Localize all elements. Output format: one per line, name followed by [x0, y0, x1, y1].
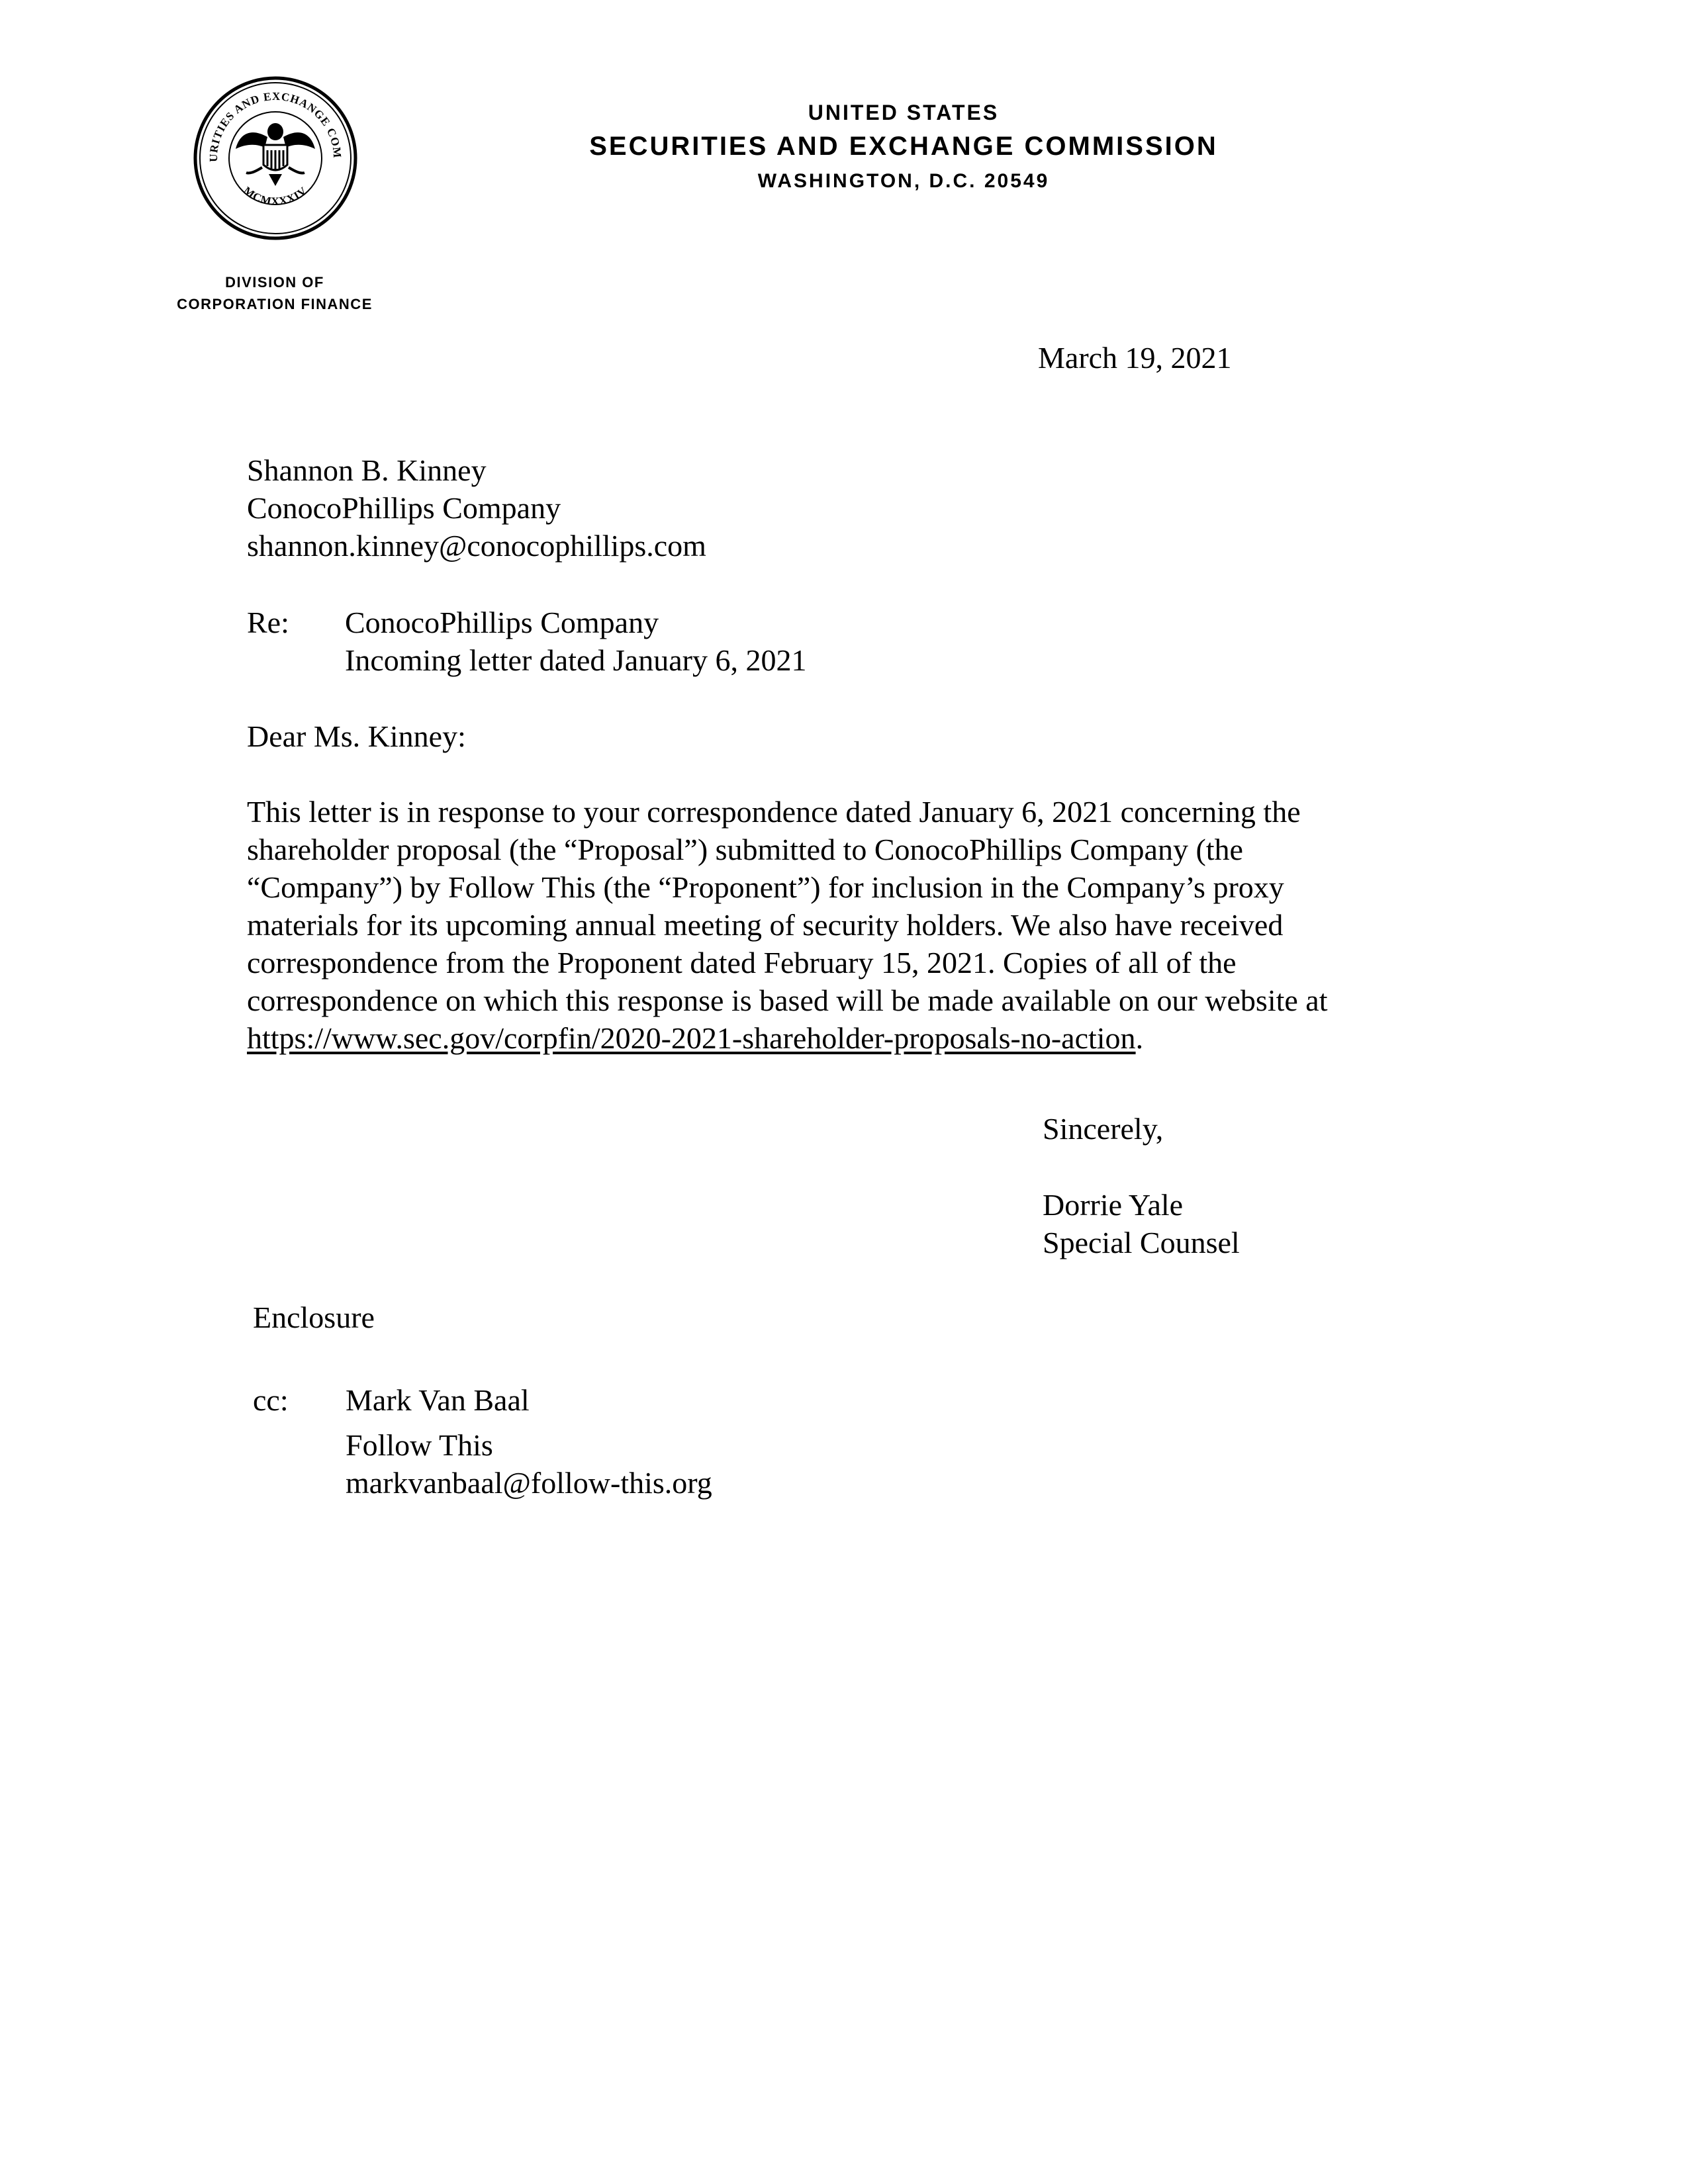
letter-date: March 19, 2021	[1038, 341, 1232, 375]
salutation: Dear Ms. Kinney:	[247, 719, 466, 753]
link-suffix: .	[1135, 1021, 1144, 1055]
signature-block	[1043, 1186, 1240, 1261]
cc-name: Mark Van Baal	[346, 1383, 530, 1417]
letterhead-agency: SECURITIES AND EXCHANGE COMMISSION	[589, 132, 1218, 161]
division-line2: CORPORATION FINANCE	[177, 296, 373, 312]
letterhead-country: UNITED STATES	[808, 101, 1000, 124]
letterhead	[530, 98, 1278, 197]
body-paragraph	[247, 793, 1438, 1057]
cc-email: markvanbaal@follow-this.org	[346, 1466, 712, 1500]
recipient-name: Shannon B. Kinney	[247, 453, 487, 487]
website-link[interactable]: https://www.sec.gov/corpfin/2020-2021-shareholder-proposals-no-action	[247, 1021, 1136, 1055]
body-line: correspondence on which this response is based will be made available on our website at	[247, 983, 1328, 1017]
recipient-address	[247, 451, 706, 565]
subject-lines	[345, 604, 806, 679]
recipient-company: ConocoPhillips Company	[247, 491, 561, 525]
body-line-link	[247, 1019, 1438, 1057]
body-line: materials for its upcoming annual meeting of security holders. We also have received	[247, 908, 1284, 942]
recipient-email: shannon.kinney@conocophillips.com	[247, 529, 706, 563]
division-line1: DIVISION OF	[225, 274, 324, 291]
closing: Sincerely,	[1043, 1112, 1164, 1146]
signer-title: Special Counsel	[1043, 1226, 1240, 1259]
cc-lines	[346, 1381, 712, 1502]
enclosure-note: Enclosure	[253, 1300, 375, 1334]
division-label	[152, 271, 397, 315]
body-line: correspondence from the Proponent dated February 15, 2021. Copies of all of the	[247, 946, 1237, 979]
subject-label: Re:	[247, 606, 289, 639]
subject-company: ConocoPhillips Company	[345, 606, 659, 639]
seal-bottom-text: MCMXXXIV	[241, 184, 310, 208]
signer-name: Dorrie Yale	[1043, 1188, 1184, 1222]
body-line: shareholder proposal (the “Proposal”) submitted to ConocoPhillips Company (the	[247, 833, 1243, 866]
subject-incoming-letter: Incoming letter dated January 6, 2021	[345, 643, 807, 677]
seal-top-text: URITIES AND EXCHANGE COM	[207, 89, 344, 162]
cc-organization: Follow This	[346, 1428, 493, 1462]
body-line: “Company”) by Follow This (the “Proponent”) for inclusion in the Company’s proxy	[247, 870, 1284, 904]
letterhead-address: WASHINGTON, D.C. 20549	[757, 170, 1050, 192]
cc-label: cc:	[253, 1383, 289, 1417]
sec-seal	[192, 75, 359, 242]
body-line: This letter is in response to your correspondence dated January 6, 2021 concerning the	[247, 795, 1301, 829]
